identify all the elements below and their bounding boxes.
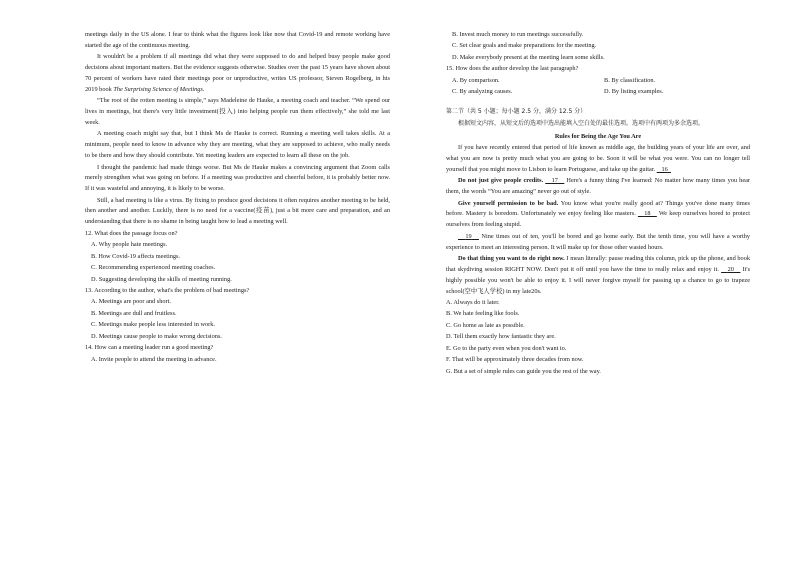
question-12-option-d: D. Suggesting developing the skills of meeting running.: [91, 275, 232, 283]
passage-paragraph-5: I thought the pandemic had made things worse. But Ms de Hauke makes a convincing argument that Zoom calls merely strengthen what was going on before. If a meeting was productive and cheerful before, it is probably better now. If it was wasteful and annoying, it is likely to be worse.: [85, 163, 390, 193]
passage-paragraph-2: It wouldn't be a problem if all meetings did what they were supposed to do and helped busy people make good decisions about important matters. But the evidence suggests otherwise. Studies over the past 15 years have shown about 70 percent of workers have rated their meetings poor or unproductive, writes US professor, Steven Rogelberg, in his 2019 book The Surprising Science of Meetings.: [85, 53, 390, 93]
passage-paragraph-4: A meeting coach might say that, but I think Ms de Hauke is correct. Running a meeting well takes skills. At a minimum, people need to know in advance why they are meeting, what they are supposed to achieve, who really needs to be there and how they should contribute. Yet meeting leaders are expected to learn all these on the job.: [85, 130, 390, 160]
question-15-stem: 15. How does the author develop the last paragraph?: [446, 65, 579, 73]
blank-19: 19: [465, 232, 472, 240]
choice-g: G. But a set of simple rules can guide you the rest of the way.: [446, 367, 601, 375]
blank-16: 16: [661, 165, 668, 173]
section-instruction: 根据短文内容，从短文后的选项中选出能填入空白处的最佳选项。选项中有两项为多余选项。: [458, 119, 705, 127]
choice-a: A. Always do it later.: [446, 298, 500, 306]
question-14-option-a: A. Invite people to attend the meeting in advance.: [91, 355, 217, 363]
question-14-option-b: B. Invest much money to run meetings successfully.: [452, 31, 584, 38]
question-15-option-a: A. By comparison.: [452, 76, 500, 84]
question-15-options-row-1: [446, 76, 750, 87]
choice-c: C. Go home as late as possible.: [446, 321, 525, 329]
question-13-option-d: D. Meetings cause people to make wrong decisions.: [91, 332, 222, 340]
question-13-option-b: B. Meetings are dull and fruitless.: [91, 309, 177, 317]
cloze-paragraph-2: Do not just give people credits. 17 Here's a funny thing I've learned: No matter how many times you hear them, the words “You are amazing” never go out of style.: [446, 177, 751, 196]
choice-e: E. Go to the party even when you don't want to.: [446, 344, 567, 352]
cloze-paragraph-4: 19 Nine times out of ten, you'll be bored and go home early. But the tenth time, you will have a worthy experience to meet an interesting person. It will make up for those other wasted hours.: [446, 232, 750, 251]
passage-paragraph-3: “The root of the rotten meeting is simple,” says Madeleine de Hauke, a meeting coach and teacher. “We spend our lives in meetings, but there's very little investment(投入) into helping people run them effectively,” she told me last week.: [85, 97, 390, 126]
passage-title: Rules for Being the Age You Are: [554, 132, 642, 140]
blank-17: 17: [551, 177, 558, 185]
question-13-option-c: C. Meetings make people less interested in work.: [91, 321, 215, 329]
question-13-option-a: A. Meetings are poor and short.: [91, 298, 171, 306]
book-title: The Surprising Science of Meetings: [113, 85, 203, 93]
cloze-paragraph-3: Give yourself permission to be bad. You know what you're really good at? Things you've done many times before. Mastery is boredom. Unfortunately we enjoy feeling like masters. 18 We keep ourselves bored to protect ourselves from feeling stupid.: [446, 199, 750, 229]
question-12-option-b: B. How Covid-19 affects meetings.: [91, 252, 181, 260]
question-12-stem: 12. What does the passage focus on?: [85, 229, 178, 237]
choice-b: B. We hate feeling like fools.: [446, 310, 520, 318]
question-14-option-d: D. Make everybody present at the meeting learn some skills.: [452, 53, 605, 61]
section-header: 第二节（共 5 小题；每小题 2.5 分，满分 12.5 分）: [446, 108, 587, 116]
question-15-option-b: B. By classification.: [604, 76, 656, 84]
question-14-option-c: C. Set clear goals and make preparations for the meeting.: [452, 42, 597, 50]
question-13-stem: 13. According to the author, what's the problem of bad meetings?: [85, 286, 250, 294]
left-column: [85, 30, 390, 366]
blank-18: 18: [644, 210, 651, 218]
cloze-paragraph-5: Do that thing you want to do right now. I mean literally: pause reading this column, pick up the phone, and book that skydiving session RIGHT NOW. Don't put it off until you have the time to really relax and enjoy it. 20 It's highly possible you won't be able to enjoy it. I will never forgive myself for passing up a chance to go to trapeze school(空中飞人学校) in my late20s.: [446, 254, 751, 295]
question-15-options-row-2: [446, 87, 750, 98]
question-12-option-a: A. Why people hate meetings.: [91, 241, 168, 249]
question-14-stem: 14. How can a meeting leader run a good meeting?: [85, 344, 214, 352]
question-15-option-c: C. By analyzing causes.: [452, 87, 513, 95]
passage-paragraph-6: Still, a bad meeting is like a virus. By fixing to produce good decisions it often requires another meeting to be held, then another and another. Luckily, there is no need for a vaccine(疫苗), just a bit more care and preparation, and an understanding that there is no shame in being taught how to lead a meeting well.: [85, 196, 390, 226]
right-column: [446, 30, 750, 378]
choice-f: F. That will be approximately three decades from now.: [446, 356, 584, 364]
question-15-option-d: D. By listing examples.: [604, 87, 664, 95]
blank-20: 20: [727, 265, 734, 273]
passage-paragraph-1: meetings daily in the US alone. I fear to think what the figures look like now that Covid-19 and remote working have started the age of the continuous meeting.: [85, 31, 390, 49]
choice-d: D. Tell them exactly how fantastic they are.: [446, 333, 556, 341]
question-12-option-c: C. Recommending experienced meeting coaches.: [91, 264, 216, 272]
cloze-paragraph-1: If you have recently entered that period of life known as middle age, the building years of your life are over, and what you are now is pretty much what you are going to be. Soon it will be what you were. You can no longer tell yourself that you might move to Lisbon to learn Portuguese, and take up the guitar. 16: [446, 144, 750, 173]
